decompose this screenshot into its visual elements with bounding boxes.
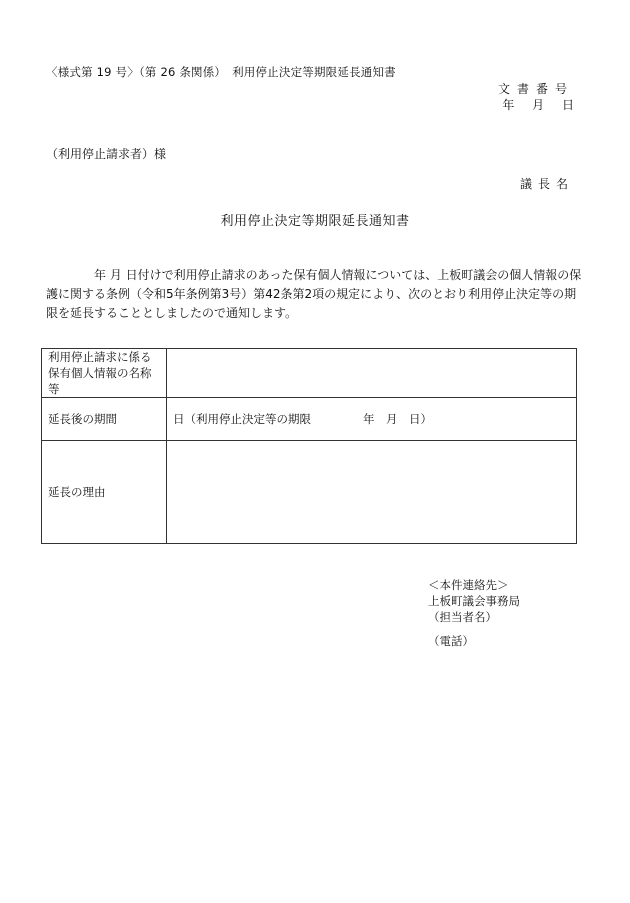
page-title: 利用停止決定等期限延長通知書	[220, 214, 410, 229]
extended-period-value[interactable]	[167, 398, 577, 441]
contact-phone: （電話）	[428, 634, 474, 648]
record-name-label: 利用停止請求に係る保有個人情報の名称等	[42, 349, 167, 398]
contact-office: 上板町議会事務局	[428, 594, 520, 608]
info-table	[41, 348, 577, 544]
period-suffix: 年 月 日）	[363, 412, 432, 426]
record-name-value[interactable]	[167, 349, 577, 398]
addressee: （利用停止請求者）様	[46, 147, 167, 161]
document-number: 文書番号	[497, 82, 574, 96]
extension-reason-value[interactable]	[167, 441, 577, 544]
body-paragraph: 年 月 日付けで利用停止請求のあった保有個人情報については、上板町議会の個人情報の保護に関する条例（令和5年条例第3号）第42条第2項の規定により、次のとおり利用停止決定等の期限を延長することとしましたので通知します。	[46, 268, 582, 320]
document-date: 年 月 日	[502, 98, 574, 112]
contact-block	[428, 577, 520, 649]
form-identifier: 〈様式第 19 号〉（第 26 条関係） 利用停止決定等期限延長通知書	[46, 65, 396, 79]
table-row	[42, 349, 577, 398]
extended-period-label: 延長後の期間	[42, 398, 167, 441]
contact-heading: ＜本件連絡先＞	[428, 578, 509, 592]
period-prefix: 日（利用停止決定等の期限	[173, 412, 311, 426]
contact-person: （担当者名）	[428, 610, 497, 624]
table-row	[42, 441, 577, 544]
table-row	[42, 398, 577, 441]
chairman-name: 議長名	[519, 177, 574, 191]
extension-reason-label: 延長の理由	[42, 441, 167, 544]
